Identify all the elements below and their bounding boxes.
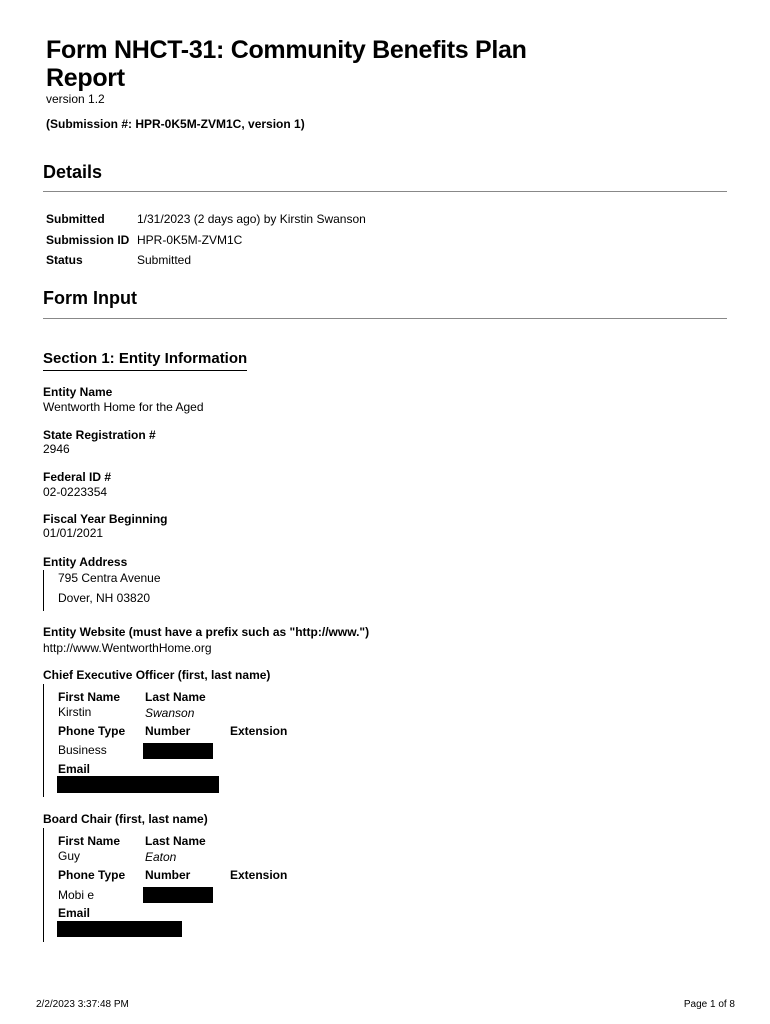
form-input-divider [43, 318, 727, 319]
address-line-1: 795 Centra Avenue [58, 571, 161, 585]
print-timestamp: 2/2/2023 3:37:48 PM [36, 999, 129, 1010]
board-chair-email-redaction [57, 921, 182, 937]
ceo-phone-type-value: Business [58, 743, 107, 757]
fiscal-year-value: 01/01/2021 [43, 526, 104, 540]
submission-reference: (Submission #: HPR-0K5M-ZVM1C, version 1) [46, 117, 305, 131]
details-heading: Details [43, 162, 103, 182]
entity-name-label: Entity Name [43, 385, 113, 399]
ceo-number-label: Number [145, 724, 191, 738]
entity-website-value: http://www.WentworthHome.org [43, 641, 212, 655]
board-chair-block-bar [43, 828, 44, 942]
section-1-heading: Section 1: Entity Information [43, 350, 247, 371]
board-chair-first-name-value: Guy [58, 849, 81, 863]
ceo-email-redaction [57, 776, 219, 793]
submission-id-value: HPR-0K5M-ZVM1C [137, 233, 243, 247]
board-chair-number-label: Number [145, 868, 191, 882]
entity-address-label: Entity Address [43, 555, 128, 569]
state-registration-label: State Registration # [43, 428, 156, 442]
ceo-number-redaction [143, 743, 213, 759]
federal-id-value: 02-0223354 [43, 485, 108, 499]
address-line-2: Dover, NH 03820 [58, 591, 151, 605]
ceo-phone-type-label: Phone Type [58, 724, 126, 738]
entity-website-label: Entity Website (must have a prefix such as "http://www.") [43, 625, 370, 639]
board-chair-last-name-label: Last Name [145, 834, 206, 848]
board-chair-email-label: Email [58, 906, 91, 920]
board-chair-first-name-label: First Name [58, 834, 121, 848]
ceo-first-name-label: First Name [58, 690, 121, 704]
status-label: Status [46, 253, 83, 267]
board-chair-number-redaction [143, 887, 213, 903]
form-version: version 1.2 [46, 92, 105, 106]
ceo-extension-label: Extension [230, 724, 288, 738]
page-title: Form NHCT-31: Community Benefits Plan Report [46, 36, 527, 92]
board-chair-extension-label: Extension [230, 868, 288, 882]
address-block-bar [43, 570, 44, 611]
board-chair-label: Board Chair (first, last name) [43, 812, 208, 826]
ceo-first-name-value: Kirstin [58, 705, 92, 719]
board-chair-phone-type-label: Phone Type [58, 868, 126, 882]
submission-id-label: Submission ID [46, 233, 130, 247]
ceo-email-label: Email [58, 762, 91, 776]
ceo-block-bar [43, 684, 44, 797]
form-input-heading: Form Input [43, 288, 137, 308]
board-chair-phone-type-value: Mobi e [58, 888, 95, 902]
submitted-value: 1/31/2023 (2 days ago) by Kirstin Swanson [137, 212, 366, 226]
page-number: Page 1 of 8 [683, 999, 735, 1010]
entity-name-value: Wentworth Home for the Aged [43, 400, 204, 414]
ceo-last-name-label: Last Name [145, 690, 206, 704]
status-value: Submitted [137, 253, 192, 267]
fiscal-year-label: Fiscal Year Beginning [43, 512, 168, 526]
board-chair-last-name-value: Eaton [145, 850, 177, 864]
submitted-label: Submitted [46, 212, 105, 226]
state-registration-value: 2946 [43, 442, 70, 456]
federal-id-label: Federal ID # [43, 470, 112, 484]
ceo-label: Chief Executive Officer (first, last name) [43, 668, 271, 682]
ceo-last-name-value: Swanson [145, 706, 195, 720]
details-divider [43, 191, 727, 192]
